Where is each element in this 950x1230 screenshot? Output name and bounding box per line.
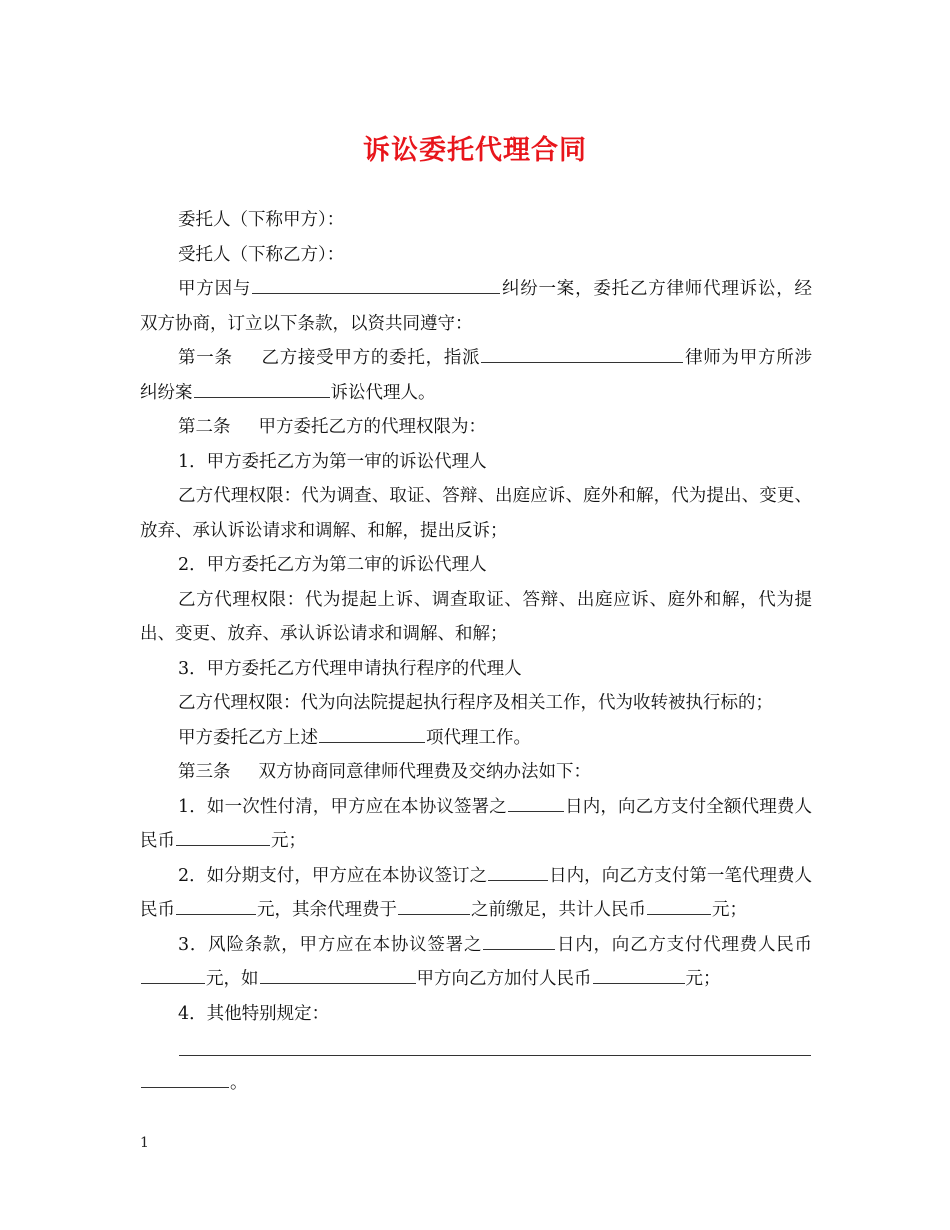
paragraph-scope [140,721,812,756]
paragraph-risk [140,928,812,997]
paragraph-article-1 [140,341,812,410]
paragraph-principal [140,203,812,238]
installment-text-c: 元，其余代理费于 [257,900,397,920]
article-1-text-a: 乙方接受甲方的委托，指派 [260,348,481,368]
risk-text-d: 甲方向乙方加付人民币 [416,969,592,989]
blank-installment-total [647,913,711,915]
blank-scope-items [319,741,425,743]
article-2-text: 甲方委托乙方的代理权限为： [258,417,486,437]
blank-installment-first-amount [176,913,256,915]
article-2-label: 第二条 [178,417,231,437]
blank-installment-days [488,879,548,881]
document-body [140,203,812,1100]
paragraph-first-instance-powers [140,479,812,548]
paragraph-execution-powers [140,686,812,721]
blank-lawyer-name [481,361,683,363]
paragraph-special-terms-end [140,1066,812,1101]
paragraph-article-2 [140,410,812,445]
paragraph-preamble [140,272,812,341]
first-instance-powers-text: 乙方代理权限：代为调查、取证、答辩、出庭应诉、庭外和解，代为提出、变更、放弃、承认诉讼请求和调解、和解，提出反诉； [140,486,812,541]
scope-text-b: 项代理工作。 [426,727,531,748]
blank-lump-sum-amount [176,844,270,846]
blank-lump-sum-days [508,810,564,812]
blank-risk-days [483,948,555,950]
paragraph-lump-sum [140,790,812,859]
installment-text-a: 2．如分期支付，甲方应在本协议签订之 [178,865,488,886]
special-terms-blank-line [140,1031,812,1066]
blank-case-name [194,396,330,398]
risk-text-b: 日内，向乙方支付代理费人民币 [556,934,812,955]
article-3-text: 双方协商同意律师代理费及交纳办法如下： [258,762,591,782]
special-terms-end-mark: 。 [230,1072,248,1093]
article-1-text-b: 律师为甲方所涉纠纷案 [140,348,813,403]
installment-text-b: 日内，向乙方支付第一笔代理费人民币 [140,865,812,920]
paragraph-execution [140,652,812,687]
lump-sum-text-b: 日内，向乙方支付全额代理费人民币 [140,796,812,851]
article-1-label: 第一条 [178,348,233,368]
blank-special-terms-end [141,1086,229,1088]
paragraph-article-3 [140,755,812,790]
installment-text-e: 元； [712,900,747,920]
blank-opposing-party [252,292,500,294]
blank-installment-deadline [398,913,470,915]
risk-text-c: 元，如 [206,969,259,989]
page-number: 1 [140,1135,149,1151]
agent-label: 受托人（下称乙方）： [178,244,345,265]
execution-powers-text: 乙方代理权限：代为向法院提起执行程序及相关工作，代为收转被执行标的； [178,693,773,713]
blank-risk-amount [141,982,205,984]
preamble-text-b: 纠纷一案，委托乙方律师代理诉讼，经双方协商，订立以下条款，以资共同遵守： [140,279,813,334]
execution-text: 3．甲方委托乙方代理申请执行程序的代理人 [178,658,522,679]
special-terms-text: 4．其他特别规定： [178,1003,330,1024]
blank-risk-condition [260,982,416,984]
lump-sum-text-a: 1．如一次性付清，甲方应在本协议签署之 [178,796,507,817]
blank-special-terms-line [179,1054,811,1056]
second-instance-text: 2．甲方委托乙方为第二审的诉讼代理人 [178,555,487,575]
blank-risk-extra-amount [593,982,685,984]
paragraph-second-instance-powers [140,583,812,652]
principal-label: 委托人（下称甲方）： [178,210,345,230]
preamble-text-a: 甲方因与 [178,279,252,299]
lump-sum-text-c: 元； [271,831,306,851]
article-3-label: 第三条 [178,762,231,782]
article-1-text-c: 诉讼代理人。 [330,382,436,403]
first-instance-text: 1．甲方委托乙方为第一审的诉讼代理人 [178,451,487,472]
second-instance-powers-text: 乙方代理权限：代为提起上诉、调查取证、答辩、出庭应诉、庭外和解，代为提出、变更、放弃、承认诉讼请求和调解、和解； [140,589,812,644]
paragraph-installment [140,859,812,928]
risk-text-e: 元； [685,969,721,989]
installment-text-d: 之前缴足，共计人民币 [471,900,646,920]
document-title: 诉讼委托代理合同 [363,135,587,166]
paragraph-special-terms [140,997,812,1032]
paragraph-agent [140,238,812,273]
scope-text-a: 甲方委托乙方上述 [178,727,318,748]
paragraph-first-instance [140,445,812,480]
risk-text-a: 3．风险条款，甲方应在本协议签署之 [178,934,483,955]
paragraph-second-instance [140,548,812,583]
